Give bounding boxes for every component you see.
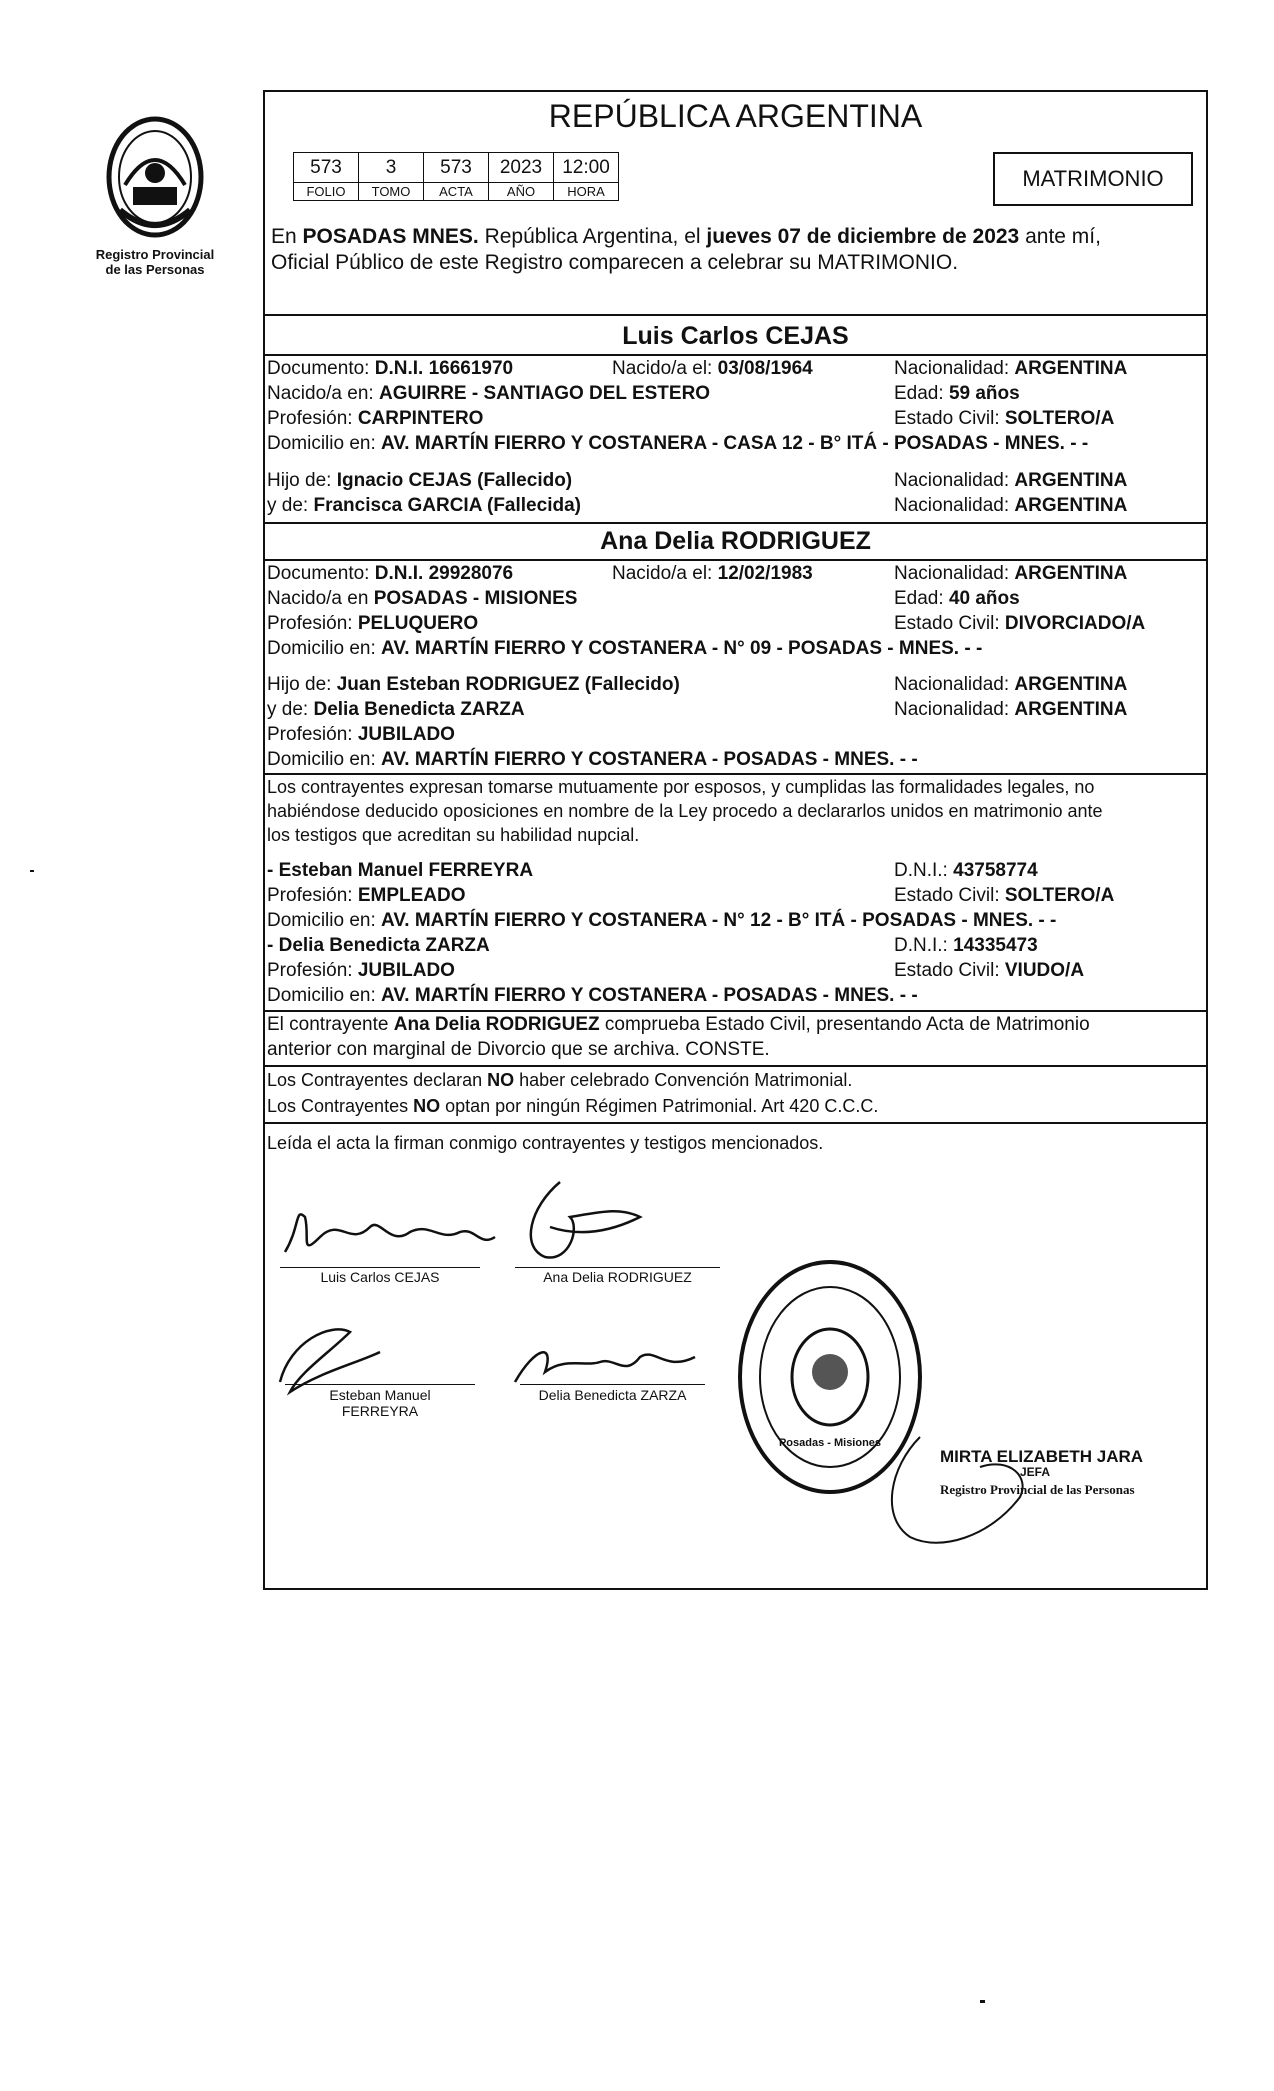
tomo-value: 3 <box>359 153 424 183</box>
convention-2: Los Contrayentes NO optan por ningún Régimen Patrimonial. Art 420 C.C.C. <box>267 1096 879 1116</box>
convention-1: Los Contrayentes declaran NO haber celebrado Convención Matrimonial. <box>267 1070 853 1090</box>
signature-bride-icon <box>510 1177 660 1272</box>
tomo-label: TOMO <box>359 183 424 201</box>
groom-mother: y de: Francisca GARCIA (Fallecida) Nacionalidad: ARGENTINA <box>267 495 1128 516</box>
act-type-box <box>993 152 1193 206</box>
registry-logo <box>95 115 215 277</box>
folio-value: 573 <box>294 153 359 183</box>
hour-label: HORA <box>554 183 619 201</box>
bride-mother-dom: Domicilio en: AV. MARTÍN FIERRO Y COSTANERA - POSADAS - MNES. - - <box>267 749 918 770</box>
act-type: MATRIMONIO <box>1022 166 1164 191</box>
marriage-certificate <box>263 90 1208 1590</box>
signature-label-witness2: Delia Benedicta ZARZA <box>538 1387 687 1403</box>
official-name: MIRTA ELIZABETH JARA <box>940 1447 1144 1466</box>
acta-value: 573 <box>424 153 489 183</box>
civil-note-1: El contrayente Ana Delia RODRIGUEZ comprueba Estado Civil, presentando Acta de Matrimonio <box>267 1014 1090 1035</box>
year-label: AÑO <box>489 183 554 201</box>
witness-1-name: - Esteban Manuel FERREYRA D.N.I.: 43758774 <box>267 860 1038 881</box>
year-value: 2023 <box>489 153 554 183</box>
witness-2-prof: Profesión: JUBILADO Estado Civil: VIUDO/A <box>267 960 1085 981</box>
declaration-1: Los contrayentes expresan tomarse mutuamente por esposos, y cumplidas las formalidades legales, no <box>267 777 1095 797</box>
bride-mother-prof: Profesión: JUBILADO <box>267 724 455 745</box>
stamp-center-text: Posadas - Misiones <box>778 1437 882 1449</box>
registry-name-2: de las Personas <box>105 262 205 277</box>
register-fields <box>293 152 619 201</box>
declaration-2: habiéndose deducido oposiciones en nombre de la Ley procedo a declararlos unidos en matrimonio ante <box>267 801 1103 821</box>
declaration-3: los testigos que acreditan su habilidad nupcial. <box>267 825 640 845</box>
intro-line-2: Oficial Público de este Registro comparecen a celebrar su MATRIMONIO. <box>271 251 959 274</box>
closing-text: Leída el acta la firman conmigo contrayentes y testigos mencionados. <box>267 1133 824 1153</box>
acta-label: ACTA <box>424 183 489 201</box>
groom-father: Hijo de: Ignacio CEJAS (Fallecido) Nacionalidad: ARGENTINA <box>267 470 1128 491</box>
scan-mark <box>30 870 34 872</box>
civil-note-2: anterior con marginal de Divorcio que se archiva. CONSTE. <box>267 1039 770 1060</box>
witness-1-dom: Domicilio en: AV. MARTÍN FIERRO Y COSTANERA - N° 12 - B° ITÁ - POSADAS - MNES. - - <box>267 910 1057 931</box>
bride-mother: y de: Delia Benedicta ZARZA Nacionalidad: ARGENTINA <box>267 699 1128 720</box>
groom-name: Luis Carlos CEJAS <box>622 322 849 350</box>
hour-value: 12:00 <box>554 153 619 183</box>
registry-name: Registro Provincial <box>95 247 215 262</box>
signature-label-bride: Ana Delia RODRIGUEZ <box>543 1269 692 1285</box>
bride-row-2: Nacido/a en POSADAS - MISIONES Edad: 40 años <box>267 588 1020 609</box>
bride-name: Ana Delia RODRIGUEZ <box>600 527 871 555</box>
groom-row-1: Documento: D.N.I. 16661970 Nacido/a el: 03/08/1964 Nacionalidad: ARGENTINA <box>267 358 1128 379</box>
witness-2-name: - Delia Benedicta ZARZA D.N.I.: 14335473 <box>267 935 1038 956</box>
official-role: JEFA <box>1020 1465 1051 1479</box>
groom-row-4: Domicilio en: AV. MARTÍN FIERRO Y COSTANERA - CASA 12 - B° ITÁ - POSADAS - MNES. - - <box>267 433 1089 454</box>
groom-row-3: Profesión: CARPINTERO Estado Civil: SOLTERO/A <box>267 408 1115 429</box>
signature-groom-icon <box>280 1197 520 1267</box>
groom-row-2: Nacido/a en: AGUIRRE - SANTIAGO DEL ESTERO Edad: 59 años <box>267 383 1020 404</box>
signature-label-groom: Luis Carlos CEJAS <box>320 1269 440 1285</box>
doc-title: REPÚBLICA ARGENTINA <box>548 98 923 134</box>
witness-1-prof: Profesión: EMPLEADO Estado Civil: SOLTERO/A <box>267 885 1115 906</box>
intro-line-1: En POSADAS MNES. República Argentina, el jueves 07 de diciembre de 2023 ante mí, <box>271 225 1101 248</box>
witness-2-dom: Domicilio en: AV. MARTÍN FIERRO Y COSTANERA - POSADAS - MNES. - - <box>267 985 918 1006</box>
bride-row-1: Documento: D.N.I. 29928076 Nacido/a el: 12/02/1983 Nacionalidad: ARGENTINA <box>267 563 1128 584</box>
signature-label-witness1: Esteban Manuel FERREYRA <box>329 1387 431 1419</box>
bride-row-3: Profesión: PELUQUERO Estado Civil: DIVORCIADO/A <box>267 613 1146 634</box>
bride-row-4: Domicilio en: AV. MARTÍN FIERRO Y COSTANERA - N° 09 - POSADAS - MNES. - - <box>267 638 983 659</box>
folio-label: FOLIO <box>294 183 359 201</box>
province-emblem-icon <box>95 115 215 240</box>
official-office: Registro Provincial de las Personas <box>940 1482 1135 1497</box>
bride-father: Hijo de: Juan Esteban RODRIGUEZ (Fallecido) Nacionalidad: ARGENTINA <box>267 674 1128 695</box>
scan-mark-2 <box>980 2000 985 2003</box>
